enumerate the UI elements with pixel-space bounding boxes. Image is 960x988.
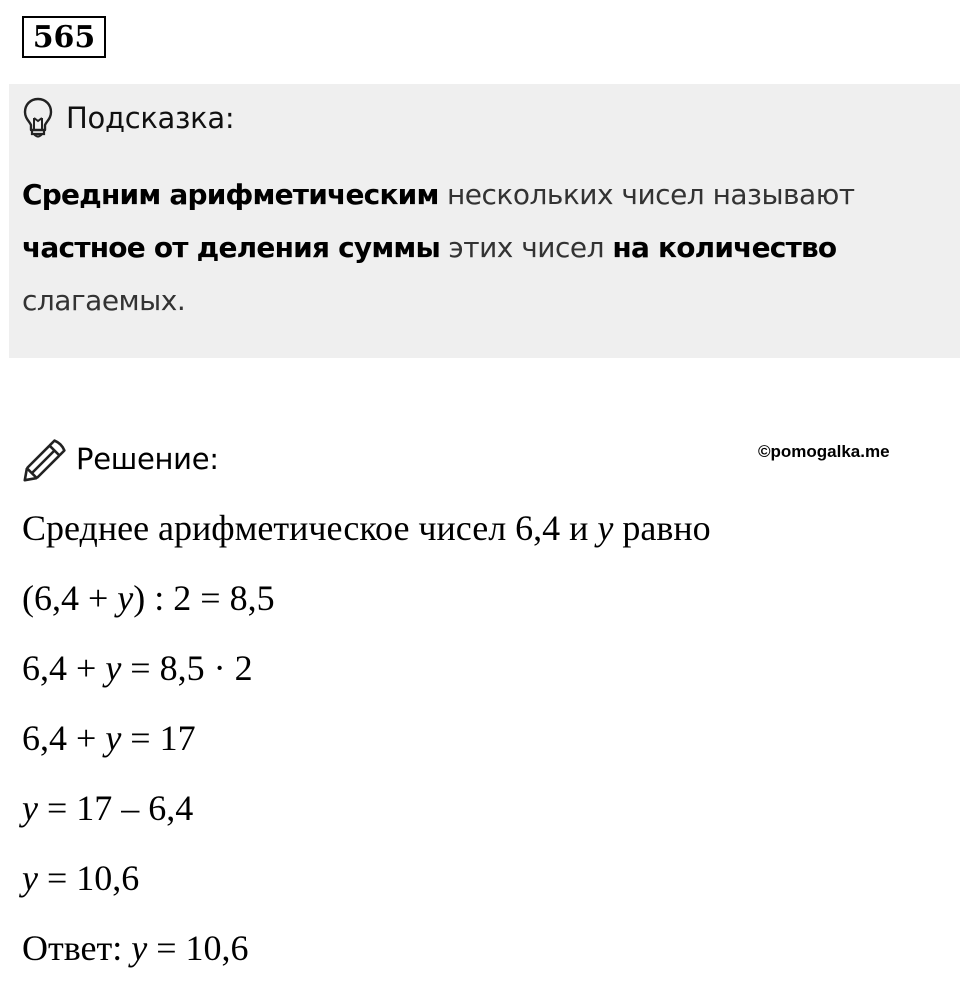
solution-title: Решение: <box>76 442 219 476</box>
line-text: (6,4 + <box>22 578 118 618</box>
hint-title: Подсказка: <box>66 101 235 135</box>
variable: y <box>22 858 38 898</box>
hint-bold-term: Средним арифметическим <box>22 178 439 211</box>
solution-line <box>22 647 253 689</box>
hint-bold-term: на количество <box>612 231 837 264</box>
hint-header <box>22 96 234 140</box>
watermark: ©pomogalka.me <box>758 442 890 461</box>
line-text: = 17 – 6,4 <box>37 788 194 828</box>
solution-header <box>22 432 219 486</box>
task-number: 565 <box>22 16 106 58</box>
pencil-icon <box>22 435 70 483</box>
variable: y <box>105 648 122 688</box>
solution-line <box>22 927 249 969</box>
solution-line <box>22 857 139 899</box>
hint-bold-term: частное от деления суммы <box>22 231 441 264</box>
line-text: равно <box>613 508 711 548</box>
line-text: = 8,5 · 2 <box>121 648 253 688</box>
variable: y <box>22 788 38 828</box>
line-text: 6,4 + <box>22 648 106 688</box>
line-text: = 10,6 <box>37 858 140 898</box>
line-text: Среднее арифметическое чисел 6,4 и <box>22 508 598 548</box>
hint-text-segment: слагаемых. <box>22 284 186 317</box>
lightbulb-icon <box>22 96 54 140</box>
line-text: Ответ: <box>22 928 132 968</box>
line-text: ) : 2 = 8,5 <box>133 578 275 618</box>
hint-text-segment: нескольких чисел называют <box>438 178 855 211</box>
variable: y <box>131 928 148 968</box>
line-text: 6,4 + <box>22 718 106 758</box>
variable: y <box>597 508 614 548</box>
line-text: = 10,6 <box>147 928 249 968</box>
line-text: = 17 <box>121 718 196 758</box>
solution-line <box>22 507 711 549</box>
hint-text <box>22 168 947 327</box>
solution-line <box>22 717 196 759</box>
hint-text-segment: этих чисел <box>440 231 613 264</box>
solution-line <box>22 577 275 619</box>
variable: y <box>117 578 134 618</box>
solution-line <box>22 787 193 829</box>
variable: y <box>105 718 122 758</box>
